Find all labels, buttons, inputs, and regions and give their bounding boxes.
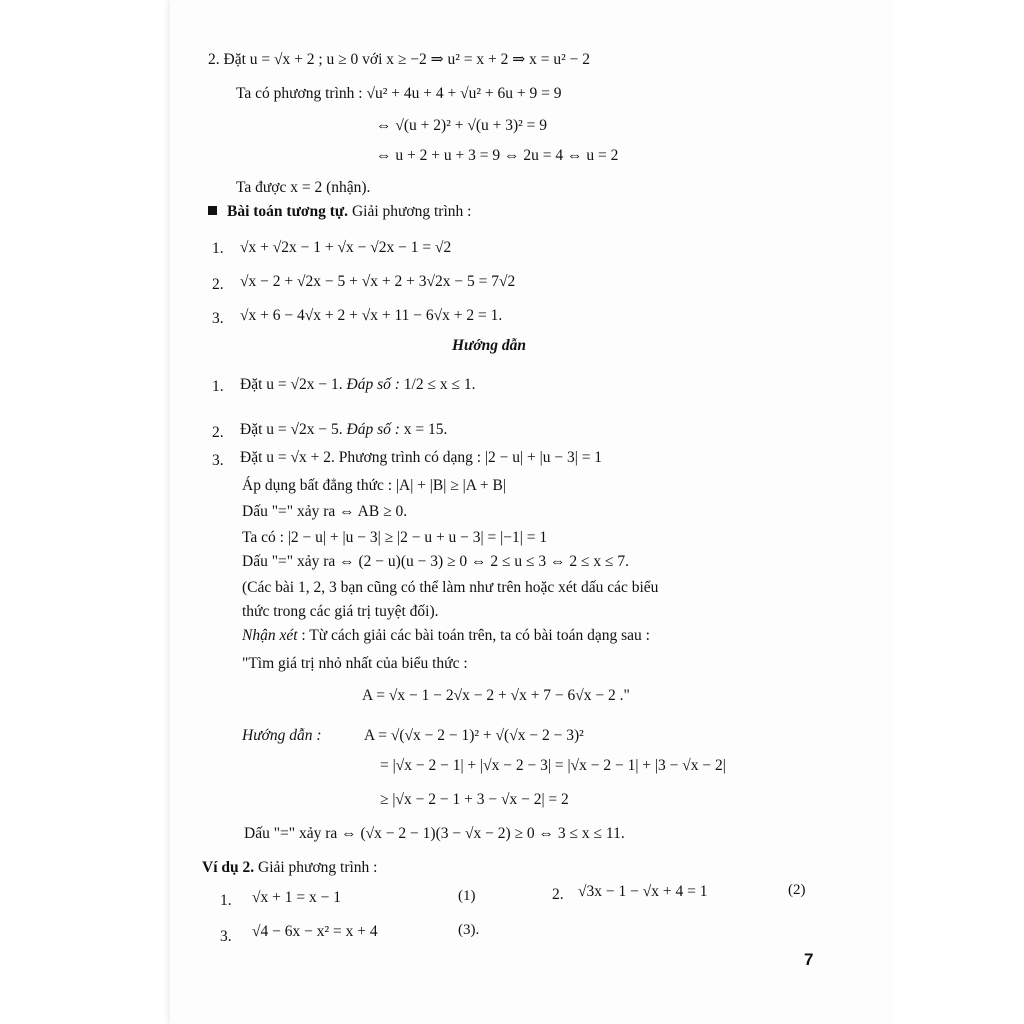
similar-item-num: 2.: [212, 276, 224, 293]
example2-title: Ví dụ 2.: [202, 859, 255, 876]
guide-heading: Hướng dẫn: [452, 337, 527, 354]
hd-line-1: A = √(√x − 2 − 1)² + √(√x − 2 − 3)²: [364, 727, 584, 744]
guide-item-1-text: Đặt u = √2x − 1.: [240, 376, 343, 393]
page-number: 7: [804, 950, 814, 969]
similar-item-3: √x + 6 − 4√x + 2 + √x + 11 − 6√x + 2 = 1.: [240, 307, 503, 324]
similar-item-num: 3.: [212, 310, 224, 327]
quote-line: "Tìm giá trị nhỏ nhất của biểu thức :: [242, 655, 468, 672]
solution2-line1: 2. Đặt u = √x + 2 ; u ≥ 0 với x ≥ −2 ⇒ u² = x + 2 ⇒ x = u² − 2: [208, 51, 591, 68]
similar-heading: [208, 202, 471, 222]
hd-line-4: Dấu "=" xảy ra ⇔ (√x − 2 − 1)(3 − √x − 2) ≥ 0 ⇔ 3 ≤ x ≤ 11.: [244, 825, 625, 842]
guide-item-2-text: Đặt u = √2x − 5.: [240, 421, 343, 438]
example2-eq-2: √3x − 1 − √x + 4 = 1: [578, 883, 708, 900]
answer-label: Đáp số :: [346, 376, 400, 393]
remark-label: Nhận xét: [242, 627, 298, 644]
solution2-line3: ⇔ √(u + 2)² + √(u + 3)² = 9: [376, 117, 548, 134]
remark-text: : Từ cách giải các bài toán trên, ta có bài toán dạng sau :: [297, 627, 650, 644]
similar-item-2: √x − 2 + √2x − 5 + √x + 2 + 3√2x − 5 = 7√2: [240, 273, 516, 290]
guide-item-1-answer: 1/2 ≤ x ≤ 1.: [403, 376, 476, 393]
guide-item-1: [240, 375, 475, 395]
example-num: 2.: [552, 886, 564, 903]
guide-item-num: 2.: [212, 424, 224, 441]
solution2-line2: Ta có phương trình : √u² + 4u + 4 + √u² + 6u + 9 = 9: [236, 85, 562, 102]
solution2-line4: ⇔ u + 2 + u + 3 = 9 ⇔ 2u = 4 ⇔ u = 2: [376, 147, 619, 164]
guide-line-equality: Dấu "=" xảy ra ⇔ AB ≥ 0.: [242, 503, 408, 520]
similar-intro: Giải phương trình :: [348, 203, 472, 220]
example2-eq-1: √x + 1 = x − 1: [252, 889, 341, 906]
similar-item-1: √x + √2x − 1 + √x − √2x − 1 = √2: [240, 239, 452, 256]
guide-line-note-2: thức trong các giá trị tuyệt đối).: [242, 603, 439, 620]
example2-eq-3: √4 − 6x − x² = x + 4: [252, 923, 378, 940]
guide-item-num: 3.: [212, 452, 224, 469]
hd-label: Hướng dẫn :: [242, 727, 322, 744]
guide-item-3: Đặt u = √x + 2. Phương trình có dạng : |2 − u| + |u − 3| = 1: [240, 449, 603, 466]
answer-label: Đáp số :: [346, 421, 400, 438]
equation-tag-3: (3).: [458, 922, 480, 938]
square-bullet-icon: [208, 206, 217, 215]
example2-heading: [202, 858, 378, 878]
equation-tag-2: (2): [788, 882, 806, 898]
expression-a: A = √x − 1 − 2√x − 2 + √x + 7 − 6√x − 2 .": [362, 687, 630, 704]
guide-item-2: [240, 420, 447, 440]
guide-line-note-1: (Các bài 1, 2, 3 bạn cũng có thể làm như trên hoặc xét dấu các biểu: [242, 579, 659, 596]
example2-intro: Giải phương trình :: [254, 859, 378, 876]
remark-line: [242, 626, 650, 646]
hd-line-3: ≥ |√x − 2 − 1 + 3 − √x − 2| = 2: [380, 791, 569, 808]
example-num: 3.: [220, 928, 232, 945]
hd-line-2: = |√x − 2 − 1| + |√x − 2 − 3| = |√x − 2 − 1| + |3 − √x − 2|: [380, 757, 726, 774]
similar-title: Bài toán tương tự.: [227, 203, 349, 220]
example-num: 1.: [220, 892, 232, 909]
solution2-line5: Ta được x = 2 (nhận).: [236, 179, 371, 196]
guide-line-condition: Dấu "=" xảy ra ⇔ (2 − u)(u − 3) ≥ 0 ⇔ 2 ≤ u ≤ 3 ⇔ 2 ≤ x ≤ 7.: [242, 553, 630, 570]
guide-line-taco: Ta có : |2 − u| + |u − 3| ≥ |2 − u + u − 3| = |−1| = 1: [242, 529, 548, 546]
similar-item-num: 1.: [212, 240, 224, 257]
equation-tag-1: (1): [458, 888, 476, 904]
guide-item-2-answer: x = 15.: [403, 421, 448, 438]
guide-item-num: 1.: [212, 378, 224, 395]
guide-line-inequality: Áp dụng bất đẳng thức : |A| + |B| ≥ |A + B|: [242, 477, 506, 494]
